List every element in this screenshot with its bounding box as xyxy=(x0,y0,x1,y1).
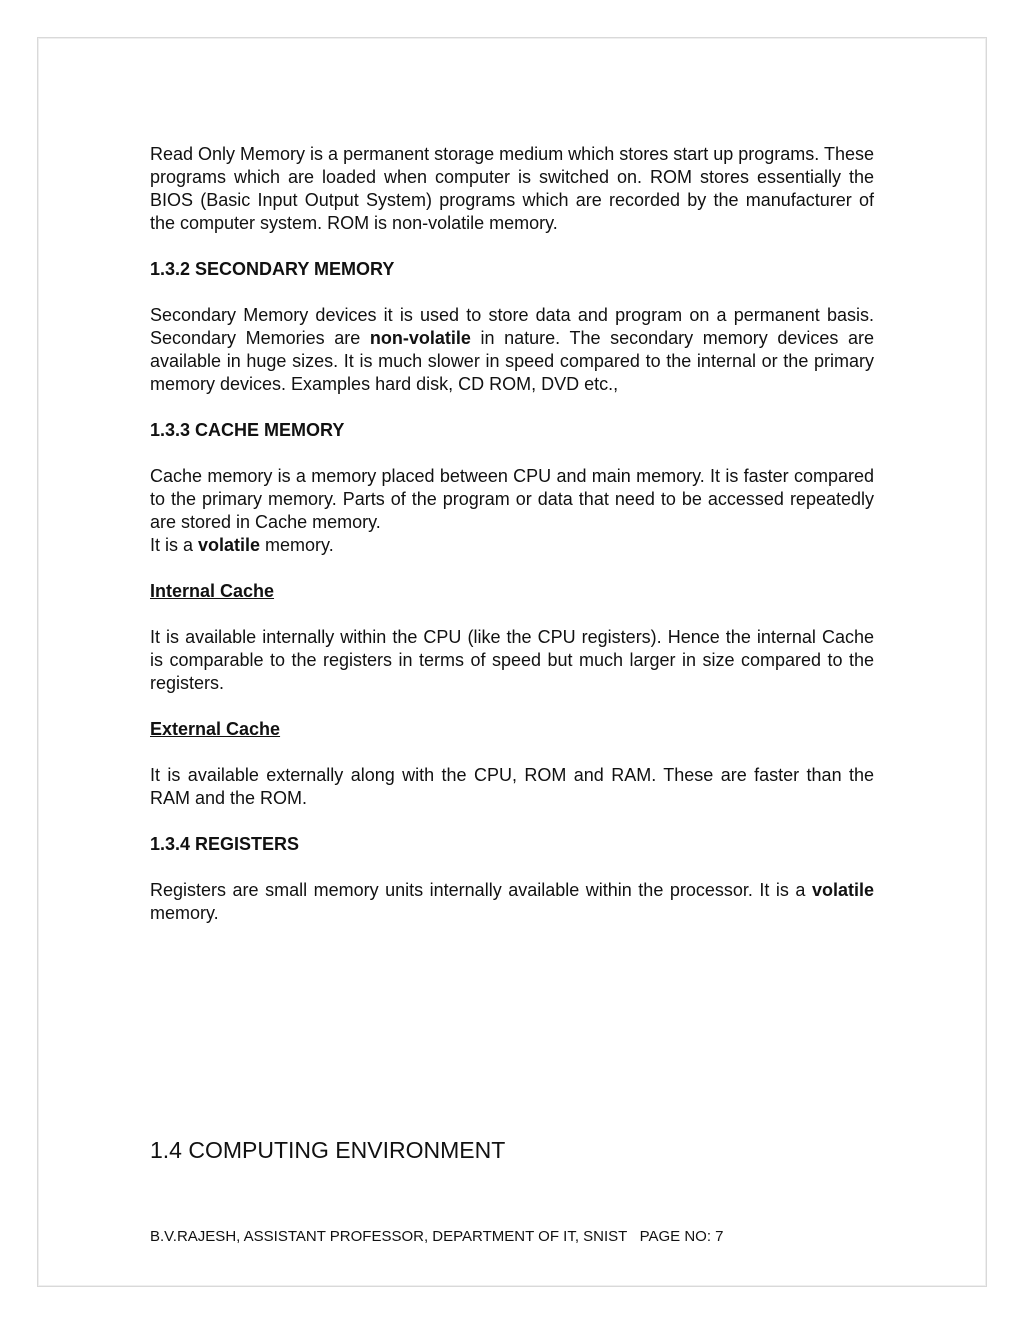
computing-environment-title: 1.4 COMPUTING ENVIRONMENT xyxy=(150,1137,506,1163)
cache-memory-paragraph: Cache memory is a memory placed between CPU and main memory. It is faster compared to the primary memory. Parts of the program or data that need to be accessed repeatedly are stored in Cache memory. xyxy=(150,466,874,532)
external-cache-paragraph: It is available externally along with the CPU, ROM and RAM. These are faster than the RAM and the ROM. xyxy=(150,765,874,808)
registers-text-1: Registers are small memory units internally available within the processor. It is a xyxy=(150,880,812,900)
rom-paragraph: Read Only Memory is a permanent storage medium which stores start up programs. These programs which are loaded when computer is switched on. ROM stores essentially the BIOS (Basic Input Output System) programs which are recorded by the manufacturer of the computer system. ROM is non-volatile memory. xyxy=(150,144,874,233)
secondary-memory-paragraph xyxy=(150,304,874,396)
registers-heading: 1.3.4 REGISTERS xyxy=(150,834,300,854)
secondary-text-1: Secondary Memory devices it is used to store data and program on a permanent basis. Secondary Memories are xyxy=(150,305,874,348)
cache-memory-heading: 1.3.3 CACHE MEMORY xyxy=(150,420,345,440)
registers-volatile-term: volatile xyxy=(811,880,874,900)
document-body xyxy=(150,143,874,925)
volatile-term: volatile xyxy=(198,535,261,555)
cache-volatile-line xyxy=(150,534,874,557)
footer-page-number: PAGE NO: 7 xyxy=(639,1228,724,1245)
footer-author: B.V.RAJESH, ASSISTANT PROFESSOR, DEPARTMENT OF IT, SNIST xyxy=(150,1228,628,1245)
cache-line-text-2: memory. xyxy=(260,535,334,555)
internal-cache-heading: Internal Cache xyxy=(150,581,275,601)
external-cache-heading: External Cache xyxy=(150,719,281,739)
internal-cache-paragraph: It is available internally within the CPU (like the CPU registers). Hence the internal Cache is comparable to the registers in terms of speed but much larger in size compared to the registers. xyxy=(150,627,874,693)
registers-text-2: memory. xyxy=(150,903,219,923)
cache-line-text-1: It is a xyxy=(150,535,199,555)
registers-paragraph xyxy=(150,879,874,925)
page-footer xyxy=(150,1227,724,1247)
secondary-memory-heading: 1.3.2 SECONDARY MEMORY xyxy=(150,259,395,279)
secondary-text-2: in nature. The secondary memory devices are available in huge sizes. It is much slower in speed compared to the internal or the primary memory devices. Examples hard disk, CD ROM, DVD etc., xyxy=(150,328,874,394)
non-volatile-term: non-volatile xyxy=(369,328,471,348)
